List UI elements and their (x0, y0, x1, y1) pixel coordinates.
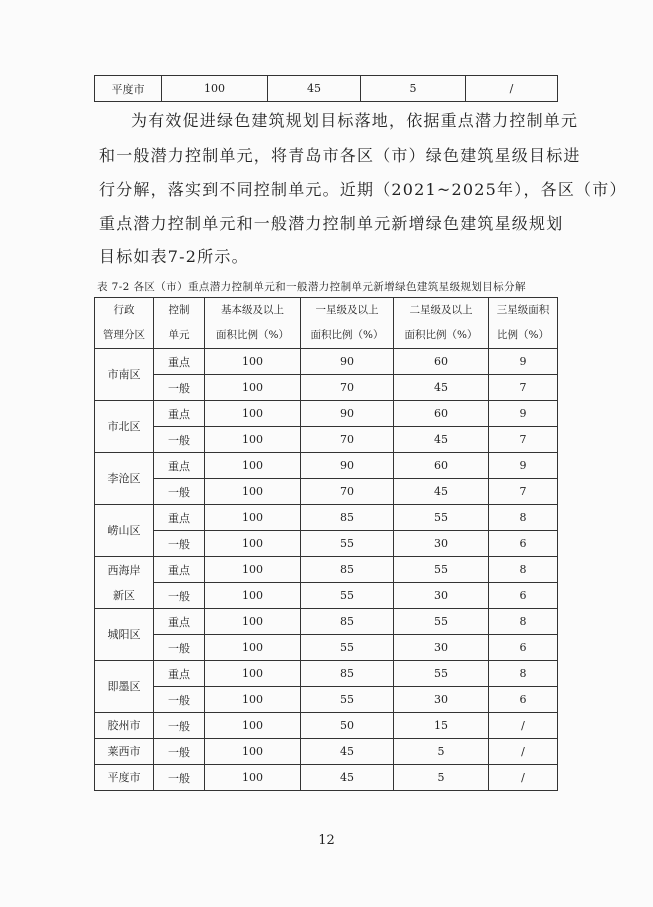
header-basic: 基本级及以上 面积比例（%） (205, 298, 301, 349)
table-row (95, 557, 558, 583)
unit-cell: 一般 (154, 427, 205, 453)
header-two-star: 二星级及以上 面积比例（%） (394, 298, 489, 349)
table-row (95, 349, 558, 375)
table-row (95, 635, 558, 661)
district-cell: 城阳区 (95, 609, 154, 661)
value-cell: 100 (205, 479, 301, 505)
value-cell: 100 (205, 687, 301, 713)
value-cell: 100 (205, 505, 301, 531)
value-cell: 9 (489, 453, 558, 479)
value-cell: 60 (394, 349, 489, 375)
table-row (95, 609, 558, 635)
value-cell: 55 (394, 505, 489, 531)
value-cell: 8 (489, 609, 558, 635)
district-cell: 崂山区 (95, 505, 154, 557)
value-cell: 100 (205, 583, 301, 609)
unit-cell: 重点 (154, 453, 205, 479)
unit-cell: 一般 (154, 583, 205, 609)
table-caption: 表 7-2 各区（市）重点潜力控制单元和一般潜力控制单元新增绿色建筑星级规划目标分解 (97, 281, 526, 293)
value-cell: 100 (205, 531, 301, 557)
table-row (95, 76, 558, 102)
value-cell: 6 (489, 635, 558, 661)
value-cell: 85 (301, 609, 394, 635)
value-cell: 90 (301, 401, 394, 427)
value-cell: 7 (489, 375, 558, 401)
value-cell: 70 (301, 375, 394, 401)
value-cell: 100 (205, 427, 301, 453)
value-cell: 100 (205, 661, 301, 687)
unit-cell: 重点 (154, 609, 205, 635)
value-cell: 90 (301, 349, 394, 375)
value-cell: 100 (205, 609, 301, 635)
value-cell: 7 (489, 427, 558, 453)
value-cell: 9 (489, 349, 558, 375)
value-cell: 60 (394, 401, 489, 427)
value-cell: 100 (205, 713, 301, 739)
table-row (95, 479, 558, 505)
value-cell: 55 (394, 609, 489, 635)
value-cell: 30 (394, 635, 489, 661)
value-cell: 8 (489, 505, 558, 531)
value-cell: 100 (205, 635, 301, 661)
value-cell: 15 (394, 713, 489, 739)
district-cell: 胶州市 (95, 713, 154, 739)
district-cell: 市北区 (95, 401, 154, 453)
table-row (95, 427, 558, 453)
value-cell: 100 (205, 739, 301, 765)
value-cell: 55 (301, 635, 394, 661)
district-cell: 即墨区 (95, 661, 154, 713)
header-three-star: 三星级面积 比例（%） (489, 298, 558, 349)
value-cell: 6 (489, 583, 558, 609)
table-row (95, 531, 558, 557)
table-row (95, 583, 558, 609)
value-cell: 45 (301, 739, 394, 765)
value-cell: 45 (394, 375, 489, 401)
value-cell: 70 (301, 427, 394, 453)
table-row (95, 765, 558, 791)
table-row (95, 739, 558, 765)
value-cell: 85 (301, 505, 394, 531)
paragraph-line: 和一般潜力控制单元，将青岛市各区（市）绿色建筑星级目标进 (99, 146, 581, 165)
unit-cell: 一般 (154, 635, 205, 661)
paragraph-line: 为有效促进绿色建筑规划目标落地，依据重点潜力控制单元 (131, 111, 579, 130)
table-row (95, 713, 558, 739)
unit-cell: 一般 (154, 739, 205, 765)
value-cell: 8 (489, 661, 558, 687)
paragraph-line: 行分解，落实到不同控制单元。近期（2021~2025年），各区（市） (99, 180, 627, 199)
unit-cell: 重点 (154, 401, 205, 427)
value-cell: 70 (301, 479, 394, 505)
value-cell: 45 (301, 765, 394, 791)
value-cell: 50 (301, 713, 394, 739)
district-cell: 西海岸 新区 (95, 557, 154, 609)
value-cell: 100 (205, 375, 301, 401)
unit-cell: 一般 (154, 687, 205, 713)
value-cell: 85 (301, 661, 394, 687)
value-cell: 6 (489, 687, 558, 713)
value-cell: 55 (301, 531, 394, 557)
unit-cell: 一般 (154, 531, 205, 557)
header-one-star: 一星级及以上 面积比例（%） (301, 298, 394, 349)
value-cell: / (489, 765, 558, 791)
header-unit: 控制 单元 (154, 298, 205, 349)
page-number: 12 (318, 833, 335, 848)
table-row (95, 505, 558, 531)
value-cell: 7 (489, 479, 558, 505)
unit-cell: 重点 (154, 505, 205, 531)
value-cell: 90 (301, 453, 394, 479)
table-cell: / (466, 76, 558, 102)
table-row (95, 453, 558, 479)
value-cell: 6 (489, 531, 558, 557)
value-cell: 5 (394, 765, 489, 791)
unit-cell: 重点 (154, 349, 205, 375)
unit-cell: 一般 (154, 765, 205, 791)
table-row (95, 375, 558, 401)
unit-cell: 重点 (154, 557, 205, 583)
value-cell: 60 (394, 453, 489, 479)
value-cell: 55 (394, 661, 489, 687)
unit-cell: 重点 (154, 661, 205, 687)
value-cell: 100 (205, 453, 301, 479)
value-cell: 100 (205, 557, 301, 583)
value-cell: 55 (394, 557, 489, 583)
table-row (95, 401, 558, 427)
district-cell: 李沧区 (95, 453, 154, 505)
district-cell: 莱西市 (95, 739, 154, 765)
table-cell: 45 (268, 76, 361, 102)
unit-cell: 一般 (154, 375, 205, 401)
value-cell: 100 (205, 765, 301, 791)
value-cell: 85 (301, 557, 394, 583)
table-header-row (95, 298, 558, 349)
value-cell: / (489, 713, 558, 739)
paragraph-line: 重点潜力控制单元和一般潜力控制单元新增绿色建筑星级规划 (99, 214, 564, 233)
value-cell: 30 (394, 583, 489, 609)
value-cell: 55 (301, 583, 394, 609)
value-cell: 5 (394, 739, 489, 765)
green-building-target-table (94, 297, 558, 791)
paragraph-line: 目标如表7-2所示。 (99, 247, 249, 266)
value-cell: 9 (489, 401, 558, 427)
table-cell: 平度市 (95, 76, 162, 102)
unit-cell: 一般 (154, 479, 205, 505)
value-cell: / (489, 739, 558, 765)
value-cell: 100 (205, 349, 301, 375)
district-cell: 市南区 (95, 349, 154, 401)
header-district: 行政 管理分区 (95, 298, 154, 349)
value-cell: 30 (394, 531, 489, 557)
table-cell: 5 (361, 76, 466, 102)
table-row (95, 687, 558, 713)
table-cell: 100 (162, 76, 268, 102)
value-cell: 30 (394, 687, 489, 713)
unit-cell: 一般 (154, 713, 205, 739)
table-row (95, 661, 558, 687)
value-cell: 55 (301, 687, 394, 713)
value-cell: 8 (489, 557, 558, 583)
district-cell: 平度市 (95, 765, 154, 791)
value-cell: 100 (205, 401, 301, 427)
continued-table-row (94, 75, 558, 102)
value-cell: 45 (394, 427, 489, 453)
value-cell: 45 (394, 479, 489, 505)
